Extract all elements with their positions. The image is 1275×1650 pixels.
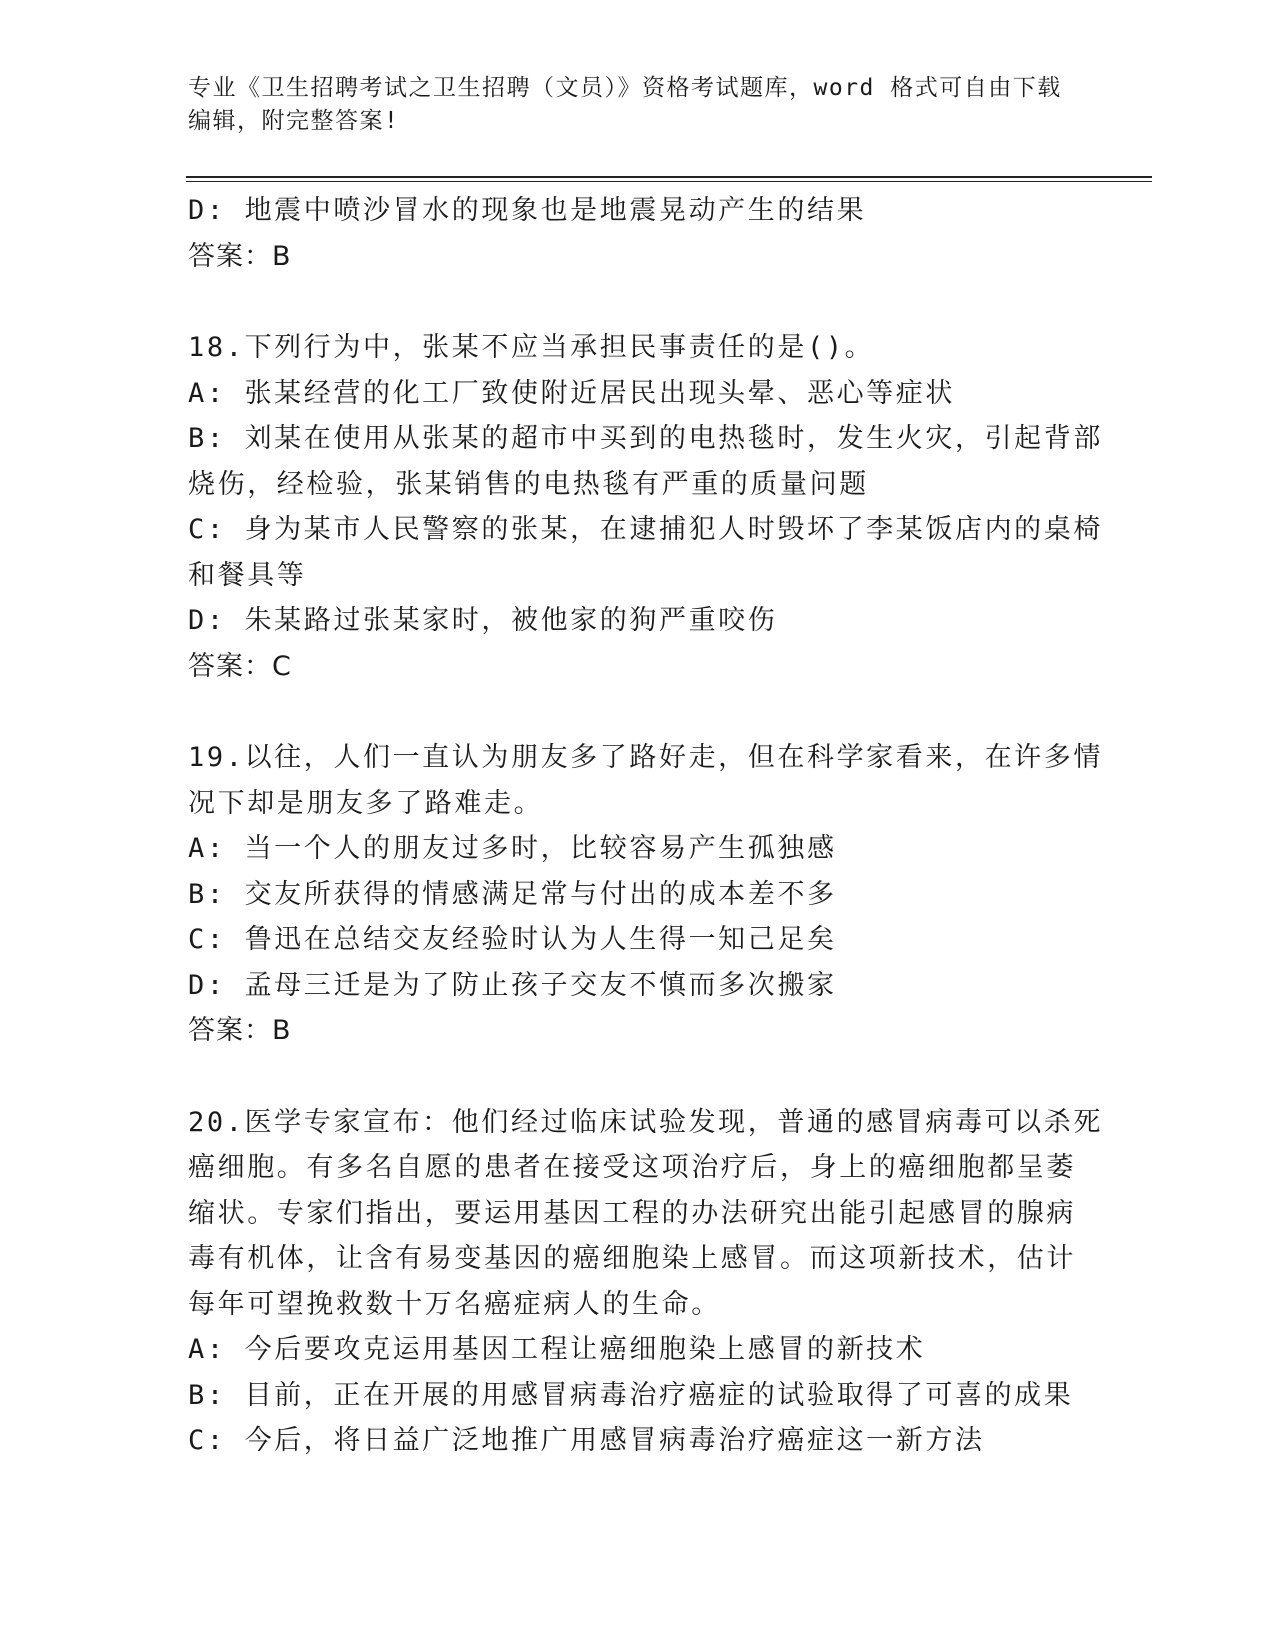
header-line-2: 编辑，附完整答案! (188, 108, 400, 134)
q19-question-line-1: 19.以往，人们一直认为朋友多了路好走，但在科学家看来，在许多情 (188, 742, 1103, 773)
header-divider (186, 176, 1152, 178)
q19-option-b: B: 交友所获得的情感满足常与付出的成本差不多 (188, 878, 837, 910)
header-divider-thin (186, 181, 1152, 182)
q18-option-c-line-2: 和餐具等 (188, 559, 307, 591)
q19-answer: 答案：B (188, 1015, 292, 1046)
q19-option-a: A: 当一个人的朋友过多时，比较容易产生孤独感 (188, 833, 837, 864)
q18-option-b-line-1: B: 刘某在使用从张某的超市中买到的电热毯时，发生火灾，引起背部 (188, 423, 1103, 454)
q20-question-line-2: 癌细胞。有多名自愿的患者在接受这项治疗后，身上的癌细胞都呈萎 (188, 1152, 1076, 1183)
question-content (188, 188, 1103, 1464)
q19-option-c: C: 鲁迅在总结交友经验时认为人生得一知己足矣 (188, 924, 837, 955)
spacer (188, 279, 1078, 325)
q20-question-line-5: 每年可望挽救数十万名癌症病人的生命。 (188, 1288, 721, 1320)
q19-question-line-2: 况下却是朋友多了路难走。 (188, 787, 544, 819)
spacer (188, 1054, 1078, 1100)
q18-option-d: D: 朱某路过张某家时，被他家的狗严重咬伤 (188, 605, 778, 636)
q20-option-c: C: 今后，将日益广泛地推广用感冒病毒治疗癌症这一新方法 (188, 1425, 985, 1456)
q20-question-line-3: 缩状。专家们指出，要运用基因工程的办法研究出能引起感冒的腺病 (188, 1197, 1076, 1229)
document-header (188, 72, 1068, 138)
q20-question-line-4: 毒有机体，让含有易变基因的癌细胞染上感冒。而这项新技术，估计 (188, 1243, 1076, 1274)
q17-option-d: D: 地震中喷沙冒水的现象也是地震晃动产生的结果 (188, 195, 867, 226)
q19-option-d: D: 孟母三迁是为了防止孩子交友不慎而多次搬家 (188, 969, 837, 1001)
q18-option-b-line-2: 烧伤，经检验，张某销售的电热毯有严重的质量问题 (188, 468, 869, 500)
q18-answer: 答案：C (188, 650, 292, 682)
q20-option-b: B: 目前，正在开展的用感冒病毒治疗癌症的试验取得了可喜的成果 (188, 1379, 1074, 1411)
spacer (188, 689, 1078, 735)
q18-option-a: A: 张某经营的化工厂致使附近居民出现头晕、恶心等症状 (188, 377, 955, 409)
header-line-1: 专业《卫生招聘考试之卫生招聘（文员）》资格考试题库，word 格式可自由下载 (188, 75, 1062, 101)
q18-question: 18.下列行为中，张某不应当承担民事责任的是()。 (188, 332, 875, 363)
q17-answer: 答案：B (188, 240, 292, 272)
q20-option-a: A: 今后要攻克运用基因工程让癌细胞染上感冒的新技术 (188, 1334, 926, 1365)
q18-option-c-line-1: C: 身为某市人民警察的张某，在逮捕犯人时毁坏了李某饭店内的桌椅 (188, 514, 1103, 545)
q20-question-line-1: 20.医学专家宣布：他们经过临床试验发现，普通的感冒病毒可以杀死 (188, 1106, 1103, 1138)
